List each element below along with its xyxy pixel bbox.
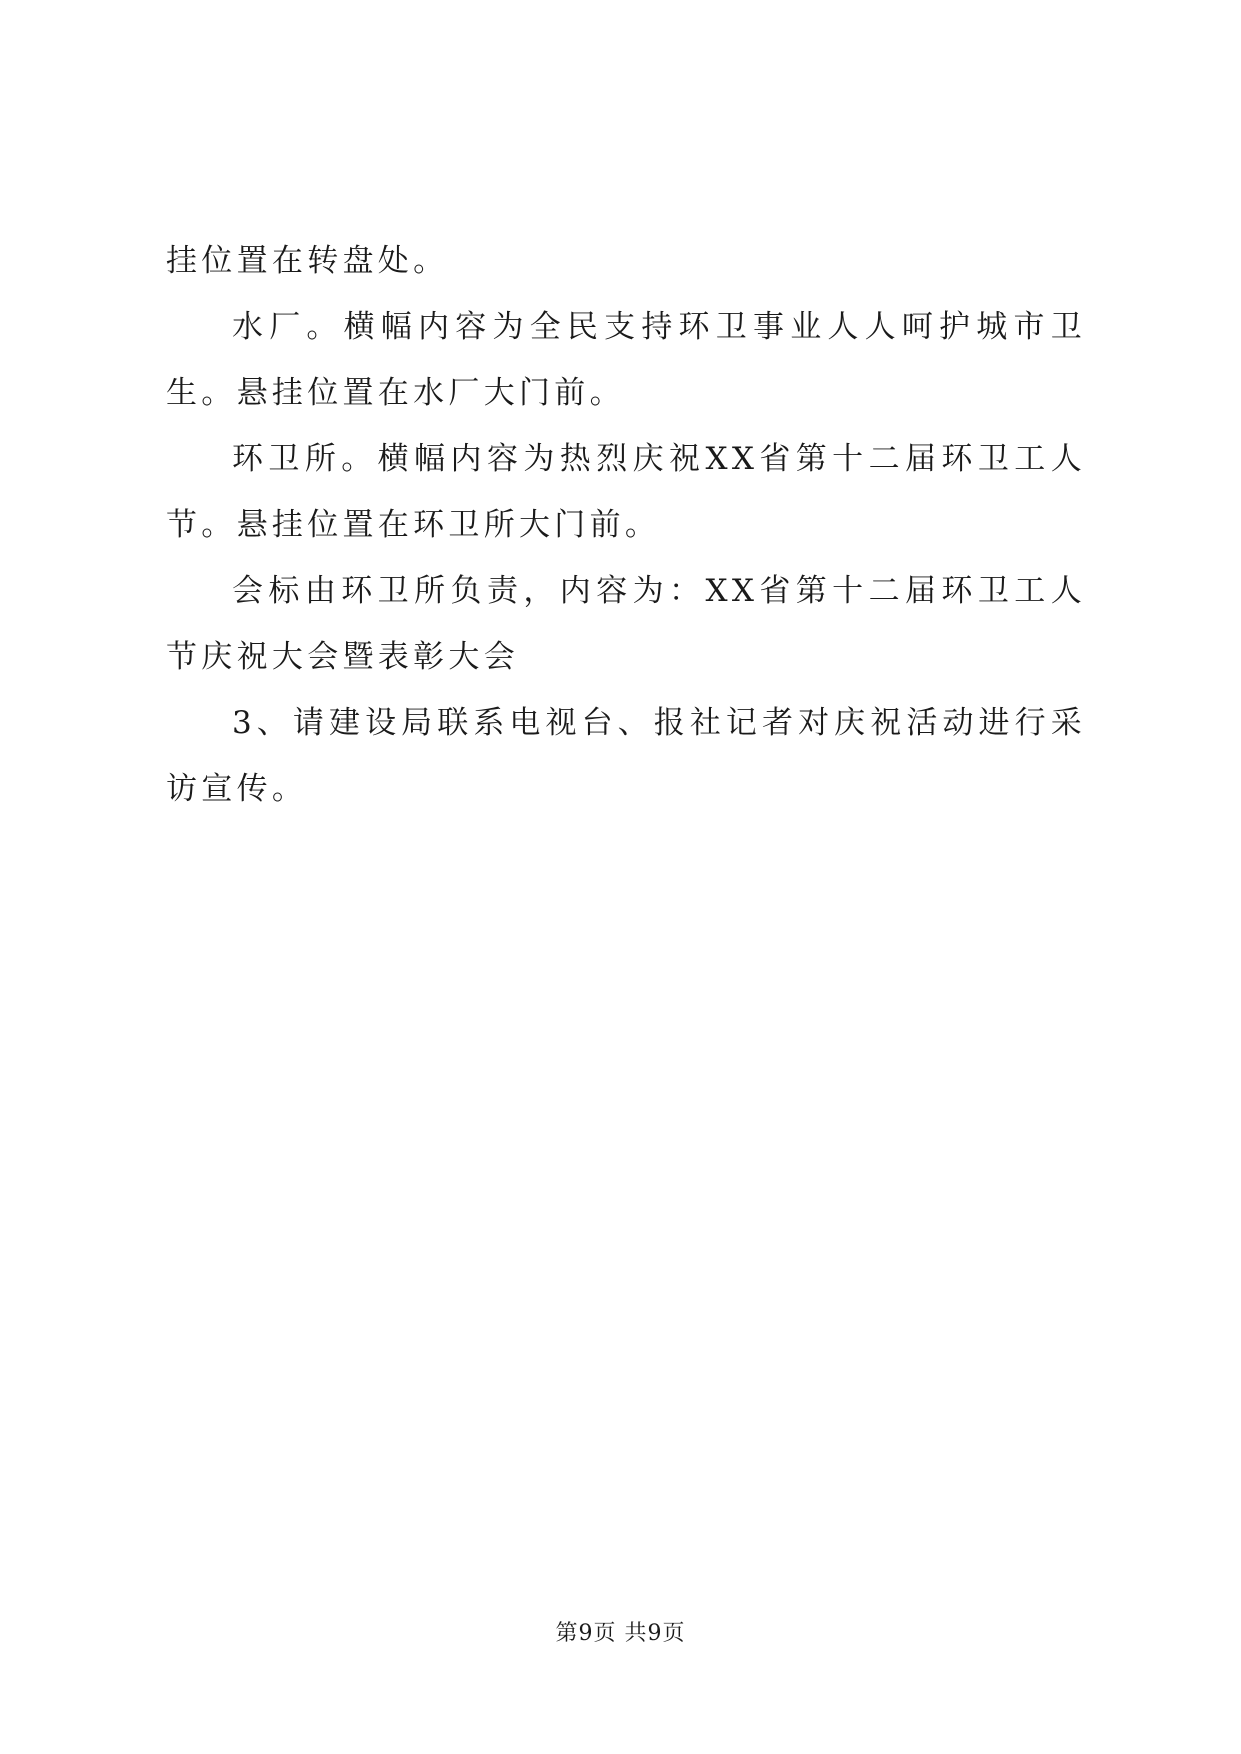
paragraph-conference-emblem: 会标由环卫所负责，内容为：XX省第十二届环卫工人节庆祝大会暨表彰大会: [166, 573, 1086, 675]
paragraph-media-coverage: 3、请建设局联系电视台、报社记者对庆祝活动进行采访宣传。: [166, 705, 1086, 807]
paragraph-sanitation-station: 环卫所。横幅内容为热烈庆祝XX省第十二届环卫工人节。悬挂位置在环卫所大门前。: [166, 441, 1086, 543]
paragraph-continuation: 挂位置在转盘处。: [166, 243, 449, 279]
paragraph-water-plant: 水厂。横幅内容为全民支持环卫事业人人呵护城市卫生。悬挂位置在水厂大门前。: [166, 309, 1086, 411]
document-body: [166, 228, 1086, 822]
page-number-footer: 第9页 共9页: [555, 1621, 686, 1646]
